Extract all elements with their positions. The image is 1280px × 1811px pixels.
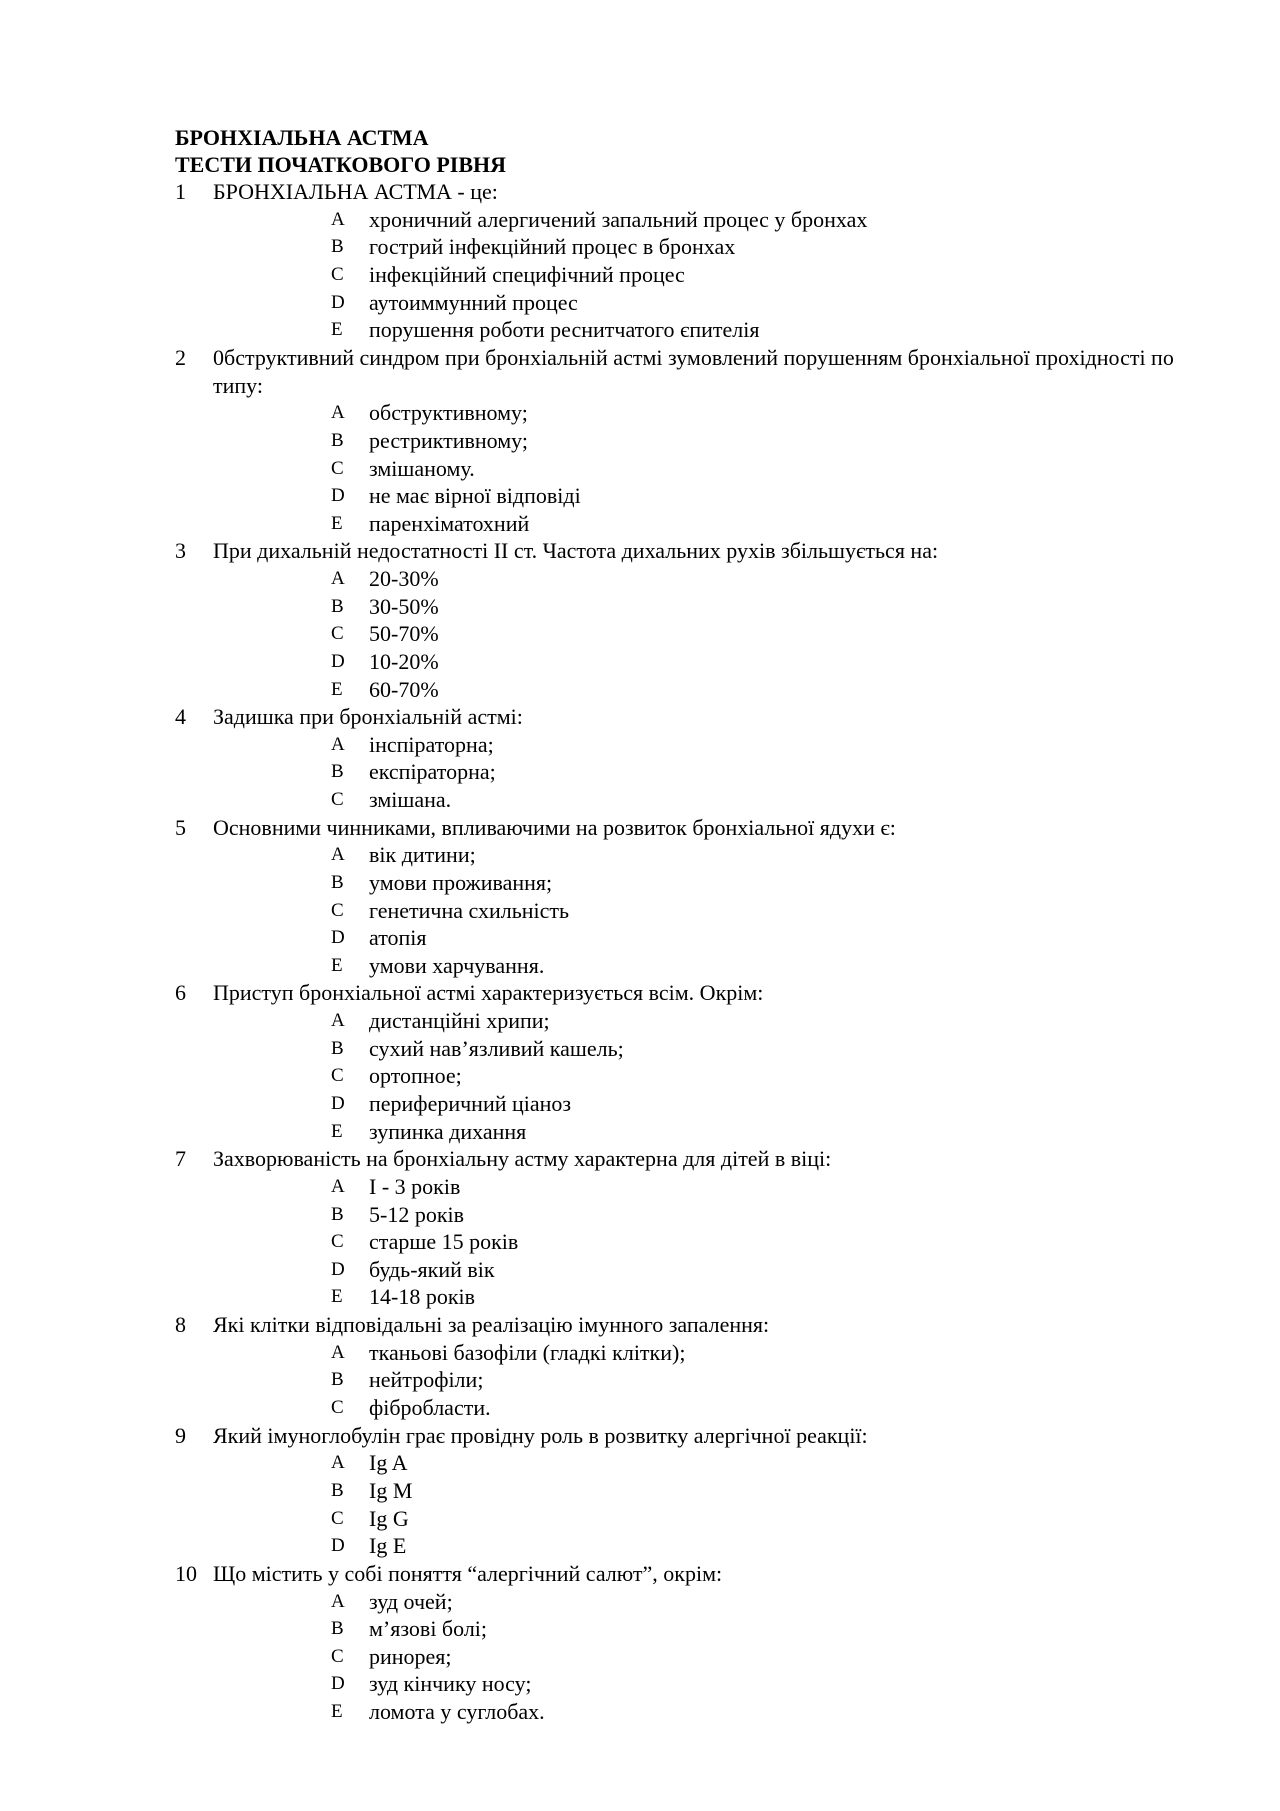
- answer-letter: B: [331, 595, 344, 617]
- question-item: [175, 1145, 1225, 1173]
- answer-letter: C: [331, 1507, 344, 1529]
- question-item: [175, 814, 1225, 842]
- question-item: [175, 178, 1225, 206]
- answer-text: хроничний алергичений запальний процес у бронхах: [369, 206, 868, 232]
- answer-option: [175, 233, 1225, 261]
- question-text: Задишка при бронхіальній астмі:: [213, 704, 523, 730]
- answer-text: генетична схильність: [369, 897, 570, 923]
- answer-letter: D: [331, 1535, 345, 1557]
- answer-text: 14-18 років: [369, 1284, 476, 1310]
- answer-text: дистанційні хрипи;: [369, 1008, 550, 1034]
- answer-option: [175, 316, 1225, 344]
- answer-option: [175, 1532, 1225, 1560]
- answer-option: [175, 1394, 1225, 1422]
- answer-text: атопія: [369, 925, 427, 951]
- question-number: 3: [175, 538, 186, 564]
- question-text: При дихальній недостатності II ст. Частота дихальних рухів збільшується на:: [213, 538, 939, 564]
- answer-letter: C: [331, 623, 344, 645]
- answer-options: [175, 841, 1225, 979]
- answer-options: [175, 731, 1225, 814]
- answer-text: І - 3 років: [369, 1174, 461, 1199]
- answer-text: експіраторна;: [369, 759, 496, 785]
- answer-letter: D: [331, 1258, 345, 1280]
- question-text: Що містить у собі поняття “алергічний салют”, окрім:: [213, 1560, 723, 1586]
- question-text: Який імуноглобулін грає провідну роль в розвитку алергічної реакції:: [213, 1422, 868, 1448]
- answer-letter: E: [331, 678, 343, 700]
- answer-option: [175, 731, 1225, 759]
- answer-text: порушення роботи реснитчатого єпителія: [369, 317, 760, 343]
- question-number: 4: [175, 704, 186, 730]
- answer-options: [175, 1007, 1225, 1145]
- answer-option: [175, 1698, 1225, 1726]
- answer-text: м’язові болі;: [369, 1616, 488, 1642]
- answer-letter: E: [331, 1120, 343, 1142]
- answer-letter: C: [331, 899, 344, 921]
- answer-letter: D: [331, 927, 345, 949]
- answer-letter: C: [331, 263, 344, 285]
- answer-letter: B: [331, 872, 344, 894]
- answer-letter: D: [331, 650, 345, 672]
- answer-text: зуд кінчику носу;: [369, 1671, 532, 1697]
- answer-text: Ig G: [369, 1505, 409, 1531]
- answer-text: змішана.: [369, 787, 452, 813]
- answer-options: [175, 399, 1225, 537]
- answer-options: [175, 1339, 1225, 1422]
- answer-options: [175, 1449, 1225, 1559]
- answer-text: ринорея;: [369, 1643, 452, 1669]
- answer-letter: C: [331, 1396, 344, 1418]
- answer-option: [175, 841, 1225, 869]
- answer-text: 60-70%: [369, 676, 439, 702]
- question-text: Приступ бронхіальної астмі характеризується всім. Окрім:: [213, 980, 764, 1006]
- answer-text: 20-30%: [369, 566, 439, 592]
- answer-text: Ig E: [369, 1533, 407, 1559]
- answer-option: [175, 1062, 1225, 1090]
- answer-letter: A: [331, 844, 345, 866]
- answer-option: [175, 1670, 1225, 1698]
- answer-option: [175, 1201, 1225, 1229]
- answer-letter: B: [331, 236, 344, 258]
- answer-option: [175, 924, 1225, 952]
- answer-option: [175, 455, 1225, 483]
- question-item: [175, 1560, 1225, 1588]
- answer-text: ломота у суглобах.: [369, 1698, 545, 1724]
- answer-text: периферичний ціаноз: [369, 1091, 572, 1117]
- answer-letter: E: [331, 319, 343, 341]
- question-item: [175, 1422, 1225, 1450]
- answer-options: [175, 1588, 1225, 1726]
- answer-letter: A: [331, 1452, 345, 1474]
- answer-letter: E: [331, 512, 343, 534]
- answer-letter: C: [331, 789, 344, 811]
- answer-text: будь-який вік: [369, 1256, 495, 1282]
- answer-option: [175, 593, 1225, 621]
- answer-text: вік дитини;: [369, 842, 476, 868]
- answer-letter: A: [331, 1341, 345, 1363]
- answer-letter: B: [331, 1037, 344, 1059]
- answer-options: [175, 206, 1225, 344]
- question-item: [175, 1311, 1225, 1339]
- answer-option: [175, 399, 1225, 427]
- answer-option: [175, 869, 1225, 897]
- answer-option: [175, 648, 1225, 676]
- answer-option: [175, 1505, 1225, 1533]
- answer-text: інфекційний специфічний процес: [369, 261, 685, 287]
- answer-letter: D: [331, 1673, 345, 1695]
- answer-text: аутоиммунний процес: [369, 289, 578, 315]
- answer-option: [175, 482, 1225, 510]
- answer-letter: E: [331, 1700, 343, 1722]
- question-text: Які клітки відповідальні за реалізацію імунного запалення:: [213, 1311, 770, 1337]
- answer-letter: A: [331, 1010, 345, 1032]
- question-number: 10: [175, 1560, 197, 1586]
- answer-letter: D: [331, 1093, 345, 1115]
- answer-text: ортопное;: [369, 1063, 462, 1089]
- question-number: 8: [175, 1311, 186, 1337]
- answer-option: [175, 289, 1225, 317]
- answer-text: паренхіматохний: [369, 510, 530, 536]
- answer-letter: B: [331, 1479, 344, 1501]
- question-text: Основними чинниками, впливаючими на розвиток бронхіальної ядухи є:: [213, 814, 896, 840]
- answer-option: [175, 1228, 1225, 1256]
- document-title: БРОНХІАЛЬНА АСТМА: [175, 125, 429, 150]
- question-text: БРОНХІАЛЬНА АСТМА - це:: [213, 179, 498, 204]
- answer-option: [175, 758, 1225, 786]
- answer-option: [175, 1283, 1225, 1311]
- answer-text: тканьові базофіли (гладкі клітки);: [369, 1339, 686, 1365]
- question-number: 5: [175, 814, 186, 840]
- answer-option: [175, 510, 1225, 538]
- answer-text: 30-50%: [369, 593, 439, 619]
- question-item: [175, 979, 1225, 1007]
- answer-option: [175, 1339, 1225, 1367]
- answer-letter: A: [331, 733, 345, 755]
- answer-letter: A: [331, 568, 345, 590]
- answer-option: [175, 206, 1225, 234]
- answer-option: [175, 897, 1225, 925]
- answer-text: рестриктивному;: [369, 427, 529, 453]
- answer-text: старше 15 років: [369, 1229, 519, 1255]
- answer-letter: A: [331, 402, 345, 424]
- answer-letter: B: [331, 429, 344, 451]
- answer-option: [175, 1256, 1225, 1284]
- document-page: [175, 124, 1225, 1725]
- answer-option: [175, 1449, 1225, 1477]
- answer-option: [175, 1477, 1225, 1505]
- answer-letter: D: [331, 485, 345, 507]
- question-text: Захворюваність на бронхіальну астму характерна для дітей в віці:: [213, 1146, 832, 1172]
- answer-letter: C: [331, 457, 344, 479]
- answer-text: не має вірної відповіді: [369, 483, 581, 509]
- answer-text: сухий нав’язливий кашель;: [369, 1035, 624, 1061]
- answer-option: [175, 1118, 1225, 1146]
- answer-text: інспіраторна;: [369, 731, 494, 757]
- answer-letter: E: [331, 1286, 343, 1308]
- answer-text: гострий інфекційний процес в бронхах: [369, 234, 736, 260]
- answer-letter: B: [331, 761, 344, 783]
- answer-option: [175, 261, 1225, 289]
- answer-text: умови харчування.: [369, 952, 545, 978]
- answer-text: зупинка дихання: [369, 1118, 527, 1144]
- question-number: 2: [175, 344, 186, 370]
- answer-text: обструктивному;: [369, 400, 528, 426]
- answer-letter: E: [331, 954, 343, 976]
- answer-option: [175, 1090, 1225, 1118]
- document-subtitle: ТЕСТИ ПОЧАТКОВОГО РІВНЯ: [175, 152, 507, 177]
- answer-option: [175, 1173, 1225, 1201]
- answer-text: Ig A: [369, 1450, 408, 1476]
- answer-text: умови проживання;: [369, 870, 553, 896]
- answer-letter: C: [331, 1231, 344, 1253]
- question-number: 1: [175, 179, 186, 204]
- answer-option: [175, 1007, 1225, 1035]
- answer-letter: A: [331, 1176, 345, 1197]
- answer-option: [175, 676, 1225, 704]
- answer-option: [175, 1588, 1225, 1616]
- question-number: 7: [175, 1146, 186, 1172]
- answer-text: нейтрофіли;: [369, 1367, 484, 1393]
- answer-letter: B: [331, 1618, 344, 1640]
- answer-options: [175, 565, 1225, 703]
- answer-letter: C: [331, 1065, 344, 1087]
- answer-text: 50-70%: [369, 621, 439, 647]
- answer-option: [175, 1035, 1225, 1063]
- question-number: 6: [175, 980, 186, 1006]
- answer-option: [175, 620, 1225, 648]
- answer-letter: A: [331, 208, 345, 230]
- question-item: [175, 537, 1225, 565]
- answer-option: [175, 1615, 1225, 1643]
- question-item: [175, 703, 1225, 731]
- answer-letter: C: [331, 1645, 344, 1667]
- answer-letter: B: [331, 1369, 344, 1391]
- answer-option: [175, 1366, 1225, 1394]
- answer-option: [175, 952, 1225, 980]
- answer-option: [175, 427, 1225, 455]
- answer-text: 10-20%: [369, 648, 439, 674]
- answer-option: [175, 565, 1225, 593]
- answer-letter: B: [331, 1203, 344, 1225]
- answer-text: фібробласти.: [369, 1394, 491, 1420]
- question-list: [175, 178, 1225, 1725]
- answer-text: змішаному.: [369, 455, 475, 481]
- answer-text: Ig M: [369, 1477, 413, 1503]
- answer-text: зуд очей;: [369, 1588, 453, 1614]
- question-item: [175, 344, 1225, 400]
- question-text: 0бструктивний синдром при бронхіальній астмі зумовлений порушенням бронхіальної прохідності по типу:: [213, 344, 1174, 398]
- answer-letter: A: [331, 1590, 345, 1612]
- answer-options: [175, 1173, 1225, 1311]
- question-number: 9: [175, 1422, 186, 1448]
- answer-text: 5-12 років: [369, 1201, 465, 1227]
- answer-letter: D: [331, 291, 345, 313]
- answer-option: [175, 1643, 1225, 1671]
- answer-option: [175, 786, 1225, 814]
